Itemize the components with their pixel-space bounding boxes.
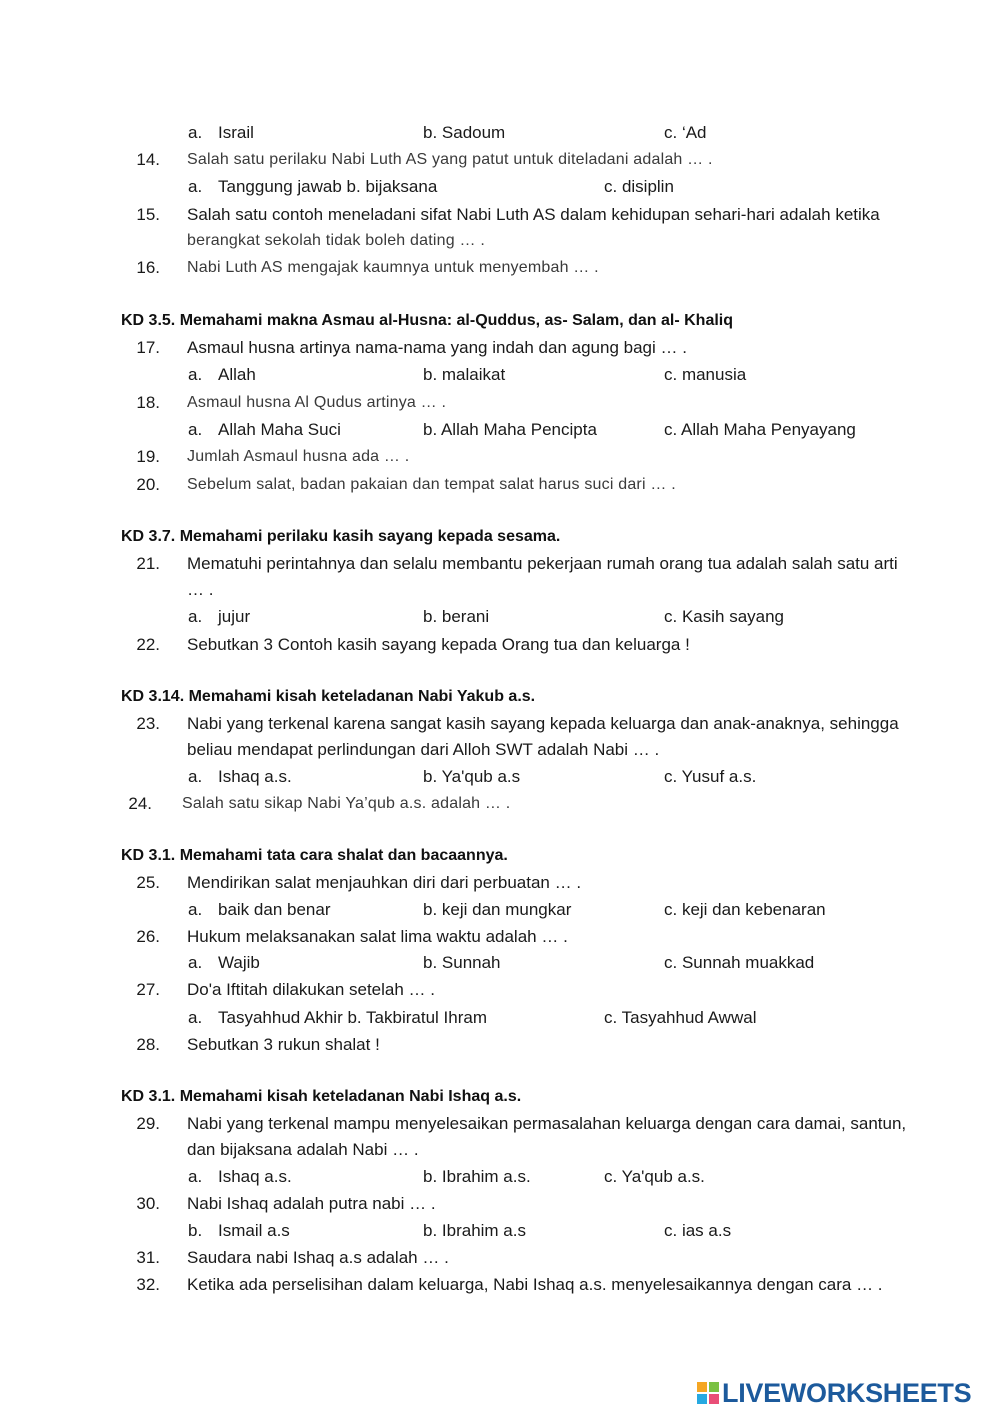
question-text: Sebutkan 3 Contoh kasih sayang kepada Orang tua dan keluarga ! <box>187 635 690 654</box>
section-heading: KD 3.5. Memahami makna Asmau al-Husna: al-Quddus, as- Salam, dan al- Khaliq <box>121 312 734 329</box>
question-text: Ketika ada perselisihan dalam keluarga, Nabi Ishaq a.s. menyelesaikannya dengan cara … . <box>187 1275 883 1294</box>
question-number: 17. <box>136 338 160 357</box>
option-b-text: b. Sadoum <box>423 123 506 142</box>
option-a: a. <box>188 900 203 919</box>
option-a-text: Wajib <box>218 953 260 972</box>
question-23-line2: beliau mendapat perlindungan dari Alloh SWT adalah Nabi … . <box>187 740 660 759</box>
option-c-text: c. ias a.s <box>664 1221 732 1240</box>
option-a-text: Ishaq a.s. <box>218 1167 292 1186</box>
question-number: 23. <box>136 714 160 733</box>
option-c-text: c. keji dan kebenaran <box>664 900 826 919</box>
option-c-text: c. Yusuf a.s. <box>664 767 757 786</box>
option-b-text: b. Ibrahim a.s <box>423 1221 526 1240</box>
option-c-text: c. disiplin <box>604 177 674 196</box>
question-text: Nabi yang terkenal mampu menyelesaikan permasalahan keluarga dengan cara damai, santun, <box>187 1114 907 1133</box>
question-text: Hukum melaksanakan salat lima waktu adalah … . <box>187 927 568 946</box>
option-b-text: b. malaikat <box>423 365 506 384</box>
question-text: Sebelum salat, badan pakaian dan tempat salat harus suci dari … . <box>187 476 676 493</box>
option-c-text: c. Sunnah muakkad <box>664 953 815 972</box>
question-number: 32. <box>136 1275 160 1294</box>
question-number: 19. <box>136 447 160 466</box>
question-number: 27. <box>136 980 160 999</box>
section-heading: KD 3.7. Memahami perilaku kasih sayang kepada sesama. <box>121 528 561 545</box>
option-c-text: c. Kasih sayang <box>664 607 785 626</box>
option-a-text: jujur <box>218 607 251 626</box>
section-heading: KD 3.1. Memahami kisah keteladanan Nabi Ishaq a.s. <box>121 1088 522 1105</box>
question-number: 16. <box>136 258 160 277</box>
question-text: Asmaul husna Al Qudus artinya … . <box>187 394 447 411</box>
question-text: Salah satu sikap Nabi Ya’qub a.s. adalah … . <box>182 795 511 812</box>
option-a-text: Israil <box>218 123 254 142</box>
question-number: 18. <box>136 393 160 412</box>
option-c-text: c. Tasyahhud Awwal <box>604 1008 757 1027</box>
option-a-text: Ismail a.s <box>218 1221 290 1240</box>
section-heading: KD 3.1. Memahami tata cara shalat dan bacaannya. <box>121 847 508 864</box>
question-number: 26. <box>136 927 160 946</box>
question-number: 30. <box>136 1194 160 1213</box>
question-text: Nabi Ishaq adalah putra nabi … . <box>187 1194 436 1213</box>
option-c-text: c. Ya'qub a.s. <box>604 1167 705 1186</box>
liveworksheets-logo[interactable] <box>697 1378 995 1408</box>
question-text: Asmaul husna artinya nama-nama yang indah dan agung bagi … . <box>187 338 687 357</box>
question-text: Jumlah Asmaul husna ada … . <box>187 448 410 465</box>
option-a-text: baik dan benar <box>218 900 331 919</box>
option-a: a. <box>188 767 203 786</box>
question-number: 20. <box>136 475 160 494</box>
option-b-text: b. Ibrahim a.s. <box>423 1167 531 1186</box>
option-a-text: Tasyahhud Akhir b. Takbiratul Ihram <box>218 1008 487 1027</box>
option-b-text: b. berani <box>423 607 490 626</box>
question-number: 15. <box>136 205 160 224</box>
question-text: Salah satu perilaku Nabi Luth AS yang patut untuk diteladani adalah … . <box>187 151 713 168</box>
question-text: Do'a Iftitah dilakukan setelah … . <box>187 980 435 999</box>
option-a: a. <box>188 953 203 972</box>
option-a-text: Ishaq a.s. <box>218 767 292 786</box>
option-c-text: c. manusia <box>664 365 747 384</box>
question-text: Mematuhi perintahnya dan selalu membantu pekerjaan rumah orang tua adalah salah satu arti <box>187 554 898 573</box>
option-a-text: Tanggung jawab b. bijaksana <box>218 177 438 196</box>
option-c-text: c. ‘Ad <box>664 123 707 142</box>
option-b-text: b. Ya'qub a.s <box>423 767 521 786</box>
option-b-letter: b. <box>188 1221 203 1240</box>
option-a-text: Allah Maha Suci <box>218 420 341 439</box>
option-b-text: b. Sunnah <box>423 953 501 972</box>
option-a: a. <box>188 365 203 384</box>
option-a: a. <box>188 1008 203 1027</box>
question-29-line2: dan bijaksana adalah Nabi … . <box>187 1140 419 1159</box>
question-number: 21. <box>136 554 160 573</box>
question-number: 29. <box>136 1114 160 1133</box>
question-number: 22. <box>136 635 160 654</box>
option-a: a. <box>188 177 203 196</box>
question-text: Mendirikan salat menjauhkan diri dari perbuatan … . <box>187 873 582 892</box>
question-number: 31. <box>136 1248 160 1267</box>
option-a: a. <box>188 607 203 626</box>
option-c-text: c. Allah Maha Penyayang <box>664 420 856 439</box>
logo-icon <box>697 1382 719 1404</box>
option-a: a. <box>188 420 203 439</box>
question-21-line2: … . <box>187 580 214 599</box>
question-text: Nabi yang terkenal karena sangat kasih sayang kepada keluarga dan anak-anaknya, sehingga <box>187 714 899 733</box>
brand-name: LIVEWORKSHEETS <box>722 1377 972 1408</box>
question-text: Salah satu contoh meneladani sifat Nabi Luth AS dalam kehidupan sehari-hari adalah ketika <box>187 205 880 224</box>
question-text: Nabi Luth AS mengajak kaumnya untuk menyembah … . <box>187 259 599 276</box>
question-number: 24. <box>128 794 152 813</box>
option-a: a. <box>188 1167 203 1186</box>
question-number: 14. <box>136 150 160 169</box>
question-text: Saudara nabi Ishaq a.s adalah … . <box>187 1248 449 1267</box>
option-b-text: b. keji dan mungkar <box>423 900 572 919</box>
question-text: Sebutkan 3 rukun shalat ! <box>187 1035 380 1054</box>
option-a-text: Allah <box>218 365 256 384</box>
question-15-line2: berangkat sekolah tidak boleh dating … . <box>187 232 485 249</box>
question-number: 25. <box>136 873 160 892</box>
option-a: a. <box>188 123 203 142</box>
option-b-text: b. Allah Maha Pencipta <box>423 420 597 439</box>
section-heading: KD 3.14. Memahami kisah keteladanan Nabi Yakub a.s. <box>121 688 536 705</box>
question-number: 28. <box>136 1035 160 1054</box>
